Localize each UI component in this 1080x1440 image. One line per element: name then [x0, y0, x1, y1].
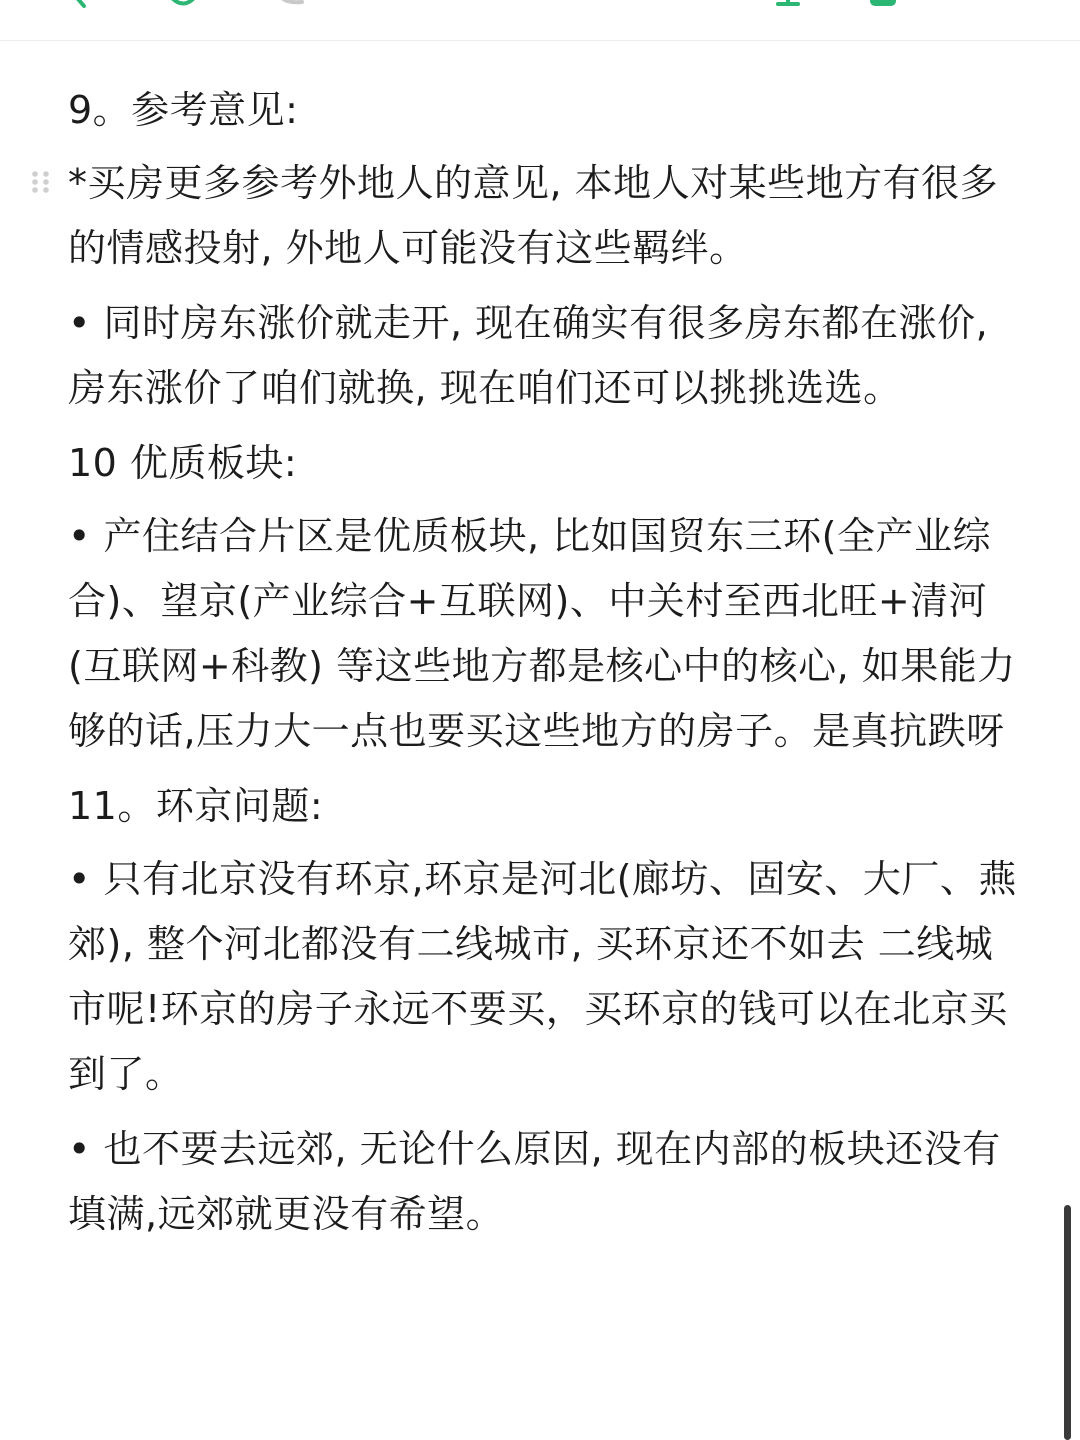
format-icon[interactable]	[772, 0, 806, 8]
bullet-paragraph: • 产住结合片区是优质板块, 比如国贸东三环(全产业综合)、望京(产业综合+互联网)、中关村至西北旺+清河(互联网+科教) 等这些地方都是核心中的核心, 如果能力够的话,压力大一点也要买这些地方的房子。是真抗跌呀	[68, 514, 1016, 753]
bullet-paragraph: • 只有北京没有环京,环京是河北(廊坊、固安、大厂、燕郊), 整个河北都没有二线城市, 买环京还不如去 二线城市呢!环京的房子永远不要买，买环京的钱可以在北京买到了。	[68, 857, 1017, 1096]
vertical-scrollbar[interactable]	[1064, 1205, 1071, 1440]
section-heading-9: 9。参考意见:	[68, 88, 299, 132]
editor-toolbar	[0, 0, 1080, 41]
section-heading-11: 11。环京问题:	[68, 784, 324, 828]
redo-icon[interactable]	[272, 0, 306, 8]
section-heading-10: 10 优质板块:	[68, 441, 298, 485]
bullet-paragraph: • 同时房东涨价就走开, 现在确实有很多房东都在涨价,房东涨价了咱们就换, 现在咱们还可以挑挑选选。	[68, 301, 989, 410]
done-icon[interactable]	[866, 0, 900, 8]
note-body[interactable]	[68, 78, 1018, 1257]
bullet-paragraph: • 也不要去远郊, 无论什么原因, 现在内部的板块还没有填满,远郊就更没有希望。	[68, 1127, 1001, 1236]
undo-icon[interactable]	[168, 0, 202, 8]
back-icon[interactable]	[62, 0, 96, 8]
paragraph: *买房更多参考外地人的意见, 本地人对某些地方有很多的情感投射, 外地人可能没有这些羁绊。	[68, 161, 999, 270]
drag-handle-icon[interactable]	[30, 170, 52, 194]
